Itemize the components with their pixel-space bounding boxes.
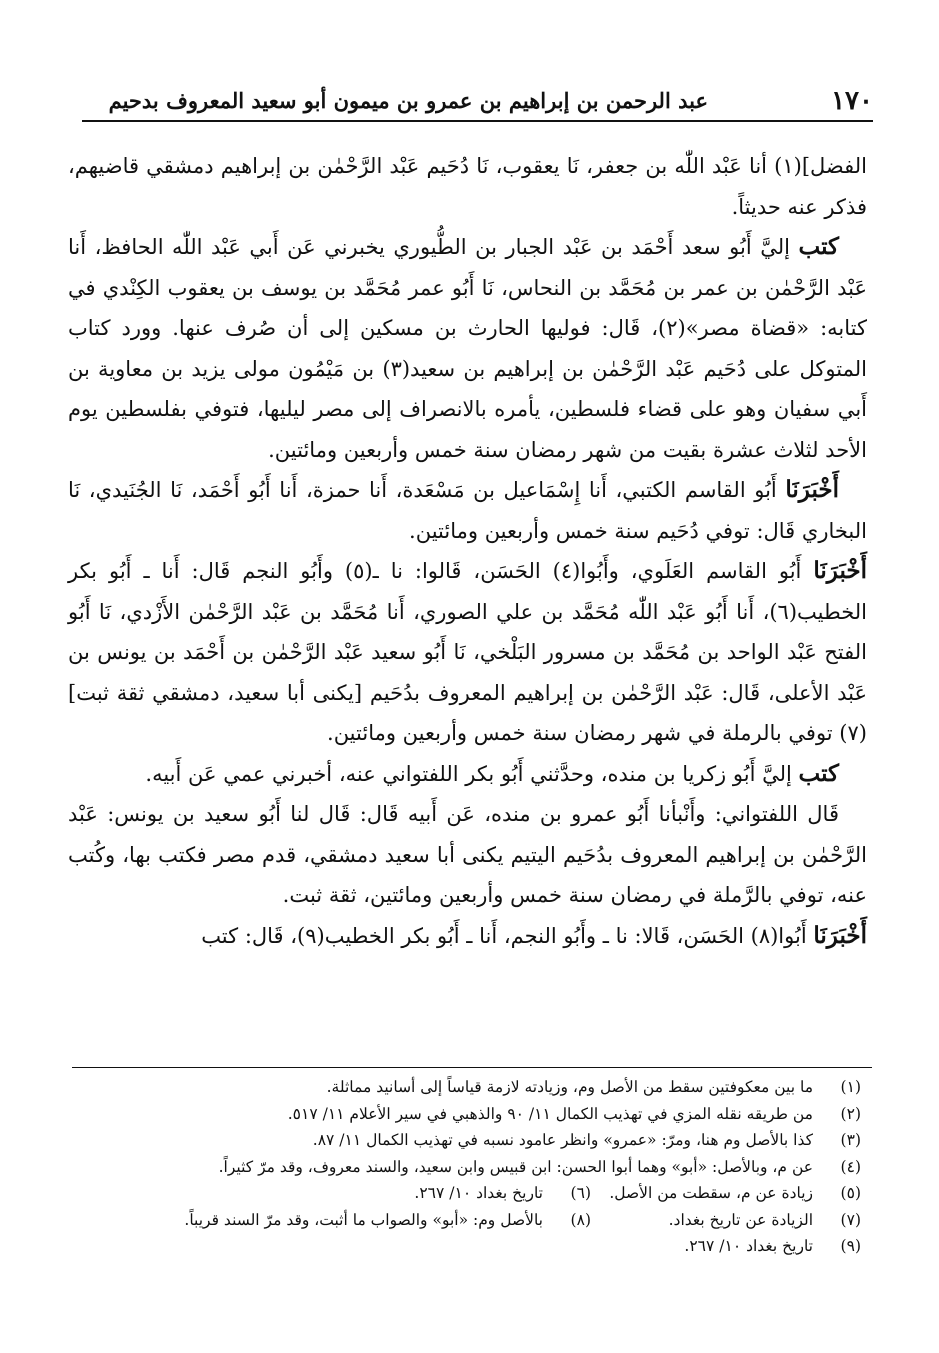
page-number: ١٧٠: [831, 86, 873, 116]
paragraph-text: قَال اللفتواني: وأَنْبأنا أَبُو عمرو بن منده، عَن أَبيه قَال: قَال لنا أَبُو سعيد بن يونس: عَبْد الرَّحْمٰن بن إبراهيم المعروف بدُحَيم اليتيم يكنى أبا سعيد دمشقي، قدم مصر فكتب بها، وكُتب عنه، توفي بالرَّملة في رمضان سنة خمس وأربعين ومائتين، ثقة ثبت.: [68, 802, 867, 907]
footnote: [68, 1154, 861, 1181]
paragraph-text: أَبُوا(٨) الحَسَن، قَالا: نا ـ وأَبُو النجم، أَنا ـ أَبُو بكر الخطيب(٩)، قَال: كتب: [201, 923, 807, 948]
footnotes: [68, 1074, 861, 1260]
main-text: [68, 146, 867, 956]
paragraph-text: أَبُو القاسم الكتبي، أَنا إِسْمَاعيل بن مَسْعَدة، أَنا حمزة، أَنا أَبُو أَحْمَد، نَا الجُنَيدي، نَا البخاري قَال: توفي دُحَيم سنة خمس وأربعين ومائتين.: [68, 478, 867, 543]
narration-keyword: كتب: [798, 233, 839, 260]
paragraph-text: أَبُو القاسم العَلَوي، وأَبُوا(٤) الحَسَن، قَالوا: نا ـ(٥) وأَبُو النجم قَال: أَنا ـ أَبُو بكر الخطيب(٦)، أَنا أَبُو عَبْد اللّٰه مُحَمَّد بن علي الصوري، أَنا مُحَمَّد بن عَبْد الرَّحْمٰن الأَزْدي، نَا أَبُو الفتح عَبْد الواحد بن مُحَمَّد بن مسرور البَلْخي، نَا أَبُو سعيد عَبْد الرَّحْمٰن بن أَحْمَد بن يونس بن عَبْد الأعلى، قَال: عَبْد الرَّحْمٰن بن إبراهيم المعروف بدُحَيم [يكنى أبا سعيد، دمشقي ثقة ثبت](٧) توفي بالرملة في شهر رمضان سنة خمس وأربعين ومائتين.: [68, 559, 867, 745]
footnote: [414, 1180, 591, 1207]
footnote-pair: [68, 1207, 861, 1234]
footnote: [68, 1074, 861, 1101]
paragraph-text: الفضل](١) أنا عَبْد اللّٰه بن جعفر، نَا يعقوب، نَا دُحَيم عَبْد الرَّحْمٰن بن إبراهيم دمشقي قاضيهم، فذكر عنه حديثاً.: [68, 154, 867, 219]
footnote: [591, 1207, 861, 1234]
paragraph: [68, 551, 867, 754]
footnote-text: كذا بالأصل وم هنا، ومرّ: «عمرو» وانظر عامود نسبه في تهذيب الكمال ١١/ ٨٧.: [312, 1131, 813, 1149]
paragraph: [68, 754, 867, 795]
footnote-number: (٦): [570, 1184, 591, 1202]
running-title: عبد الرحمن بن إبراهيم بن عمرو بن ميمون أبو سعيد المعروف بدحيم: [108, 88, 708, 113]
footnote-pair: [68, 1180, 861, 1207]
narration-keyword: أَخْبَرَنَا: [785, 476, 839, 503]
footnote: [68, 1127, 861, 1154]
paragraph: [68, 916, 867, 957]
paragraph-text: إليَّ أَبُو زكريا بن منده، وحدَّثني أَبُو بكر اللفتواني عنه، أخبرني عمي عَن أَبيه.: [145, 761, 792, 786]
footnote: [184, 1207, 591, 1234]
footnote-number: (٩): [840, 1237, 861, 1255]
narration-keyword: أَخْبَرَنَا: [813, 921, 867, 949]
footnote-text: تاريخ بغداد ١٠/ ٢٦٧.: [684, 1237, 813, 1255]
footnote: [68, 1233, 861, 1260]
footnote-text: تاريخ بغداد ١٠/ ٢٦٧.: [414, 1184, 543, 1202]
narration-keyword: كتب: [798, 759, 839, 787]
footnote-number: (٥): [840, 1184, 861, 1202]
page-header: [82, 82, 873, 122]
footnote-number: (٧): [840, 1210, 861, 1229]
footnote-text: عن م، وبالأصل: «أبو» وهما أبوا الحسن: ابن قبيس وابن سعيد، والسند معروف، وقد مرّ كثيراً.: [218, 1157, 813, 1176]
footnote-text: من طريقه نقله المزي في تهذيب الكمال ١١/ ٩٠ والذهبي في سير الأعلام ١١/ ٥١٧.: [287, 1104, 813, 1123]
narration-keyword: أَخْبَرَنَا: [813, 557, 867, 584]
paragraph: [68, 227, 867, 470]
footnote-divider: [72, 1067, 872, 1068]
footnote-number: (٢): [840, 1104, 861, 1123]
footnote-text: بالأصل وم: «أبو» والصواب ما أثبت، وقد مرّ السند قريباً.: [184, 1210, 543, 1229]
footnote-number: (٣): [840, 1131, 861, 1149]
footnote: [591, 1180, 861, 1207]
footnote-number: (١): [840, 1078, 861, 1096]
footnote: [68, 1101, 861, 1128]
footnote-text: زيادة عن م، سقطت من الأصل.: [609, 1184, 813, 1202]
paragraph: [68, 146, 867, 227]
paragraph: [68, 470, 867, 551]
paragraph: [68, 794, 867, 916]
paragraph-text: إليَّ أَبُو سعد أَحْمَد بن عَبْد الجبار بن الطُّيوري يخبرني عَن أَبي عَبْد اللّٰه الحافظ، أَنا عَبْد الرَّحْمٰن بن عمر بن مُحَمَّد بن النحاس، نَا أَبُو عمر مُحَمَّد بن يوسف بن يعقوب الكِنْدي في كتابه: «قضاة مصر»(٢)، قَال: فوليها الحارث بن مسكين إلى أن صُرف عنها. وورد كتاب المتوكل على دُحَيم عَبْد الرَّحْمٰن بن إبراهيم بن سعيد(٣) بن مَيْمُون مولى يزيد بن معاوية بن أَبي سفيان وهو على قضاء فلسطين، يأمره بالانصراف إلى مصر ليليها، فتوفي بفلسطين يوم الأحد لثلاث عشرة بقيت من شهر رمضان سنة خمس وأربعين ومائتين.: [68, 235, 867, 462]
footnote-text: ما بين معكوفتين سقط من الأصل وم، وزيادته لازمة قياساً إلى أسانيد مماثلة.: [326, 1078, 813, 1096]
footnote-number: (٤): [840, 1157, 861, 1176]
footnote-text: الزيادة عن تاريخ بغداد.: [668, 1210, 813, 1229]
footnote-number: (٨): [570, 1210, 591, 1229]
